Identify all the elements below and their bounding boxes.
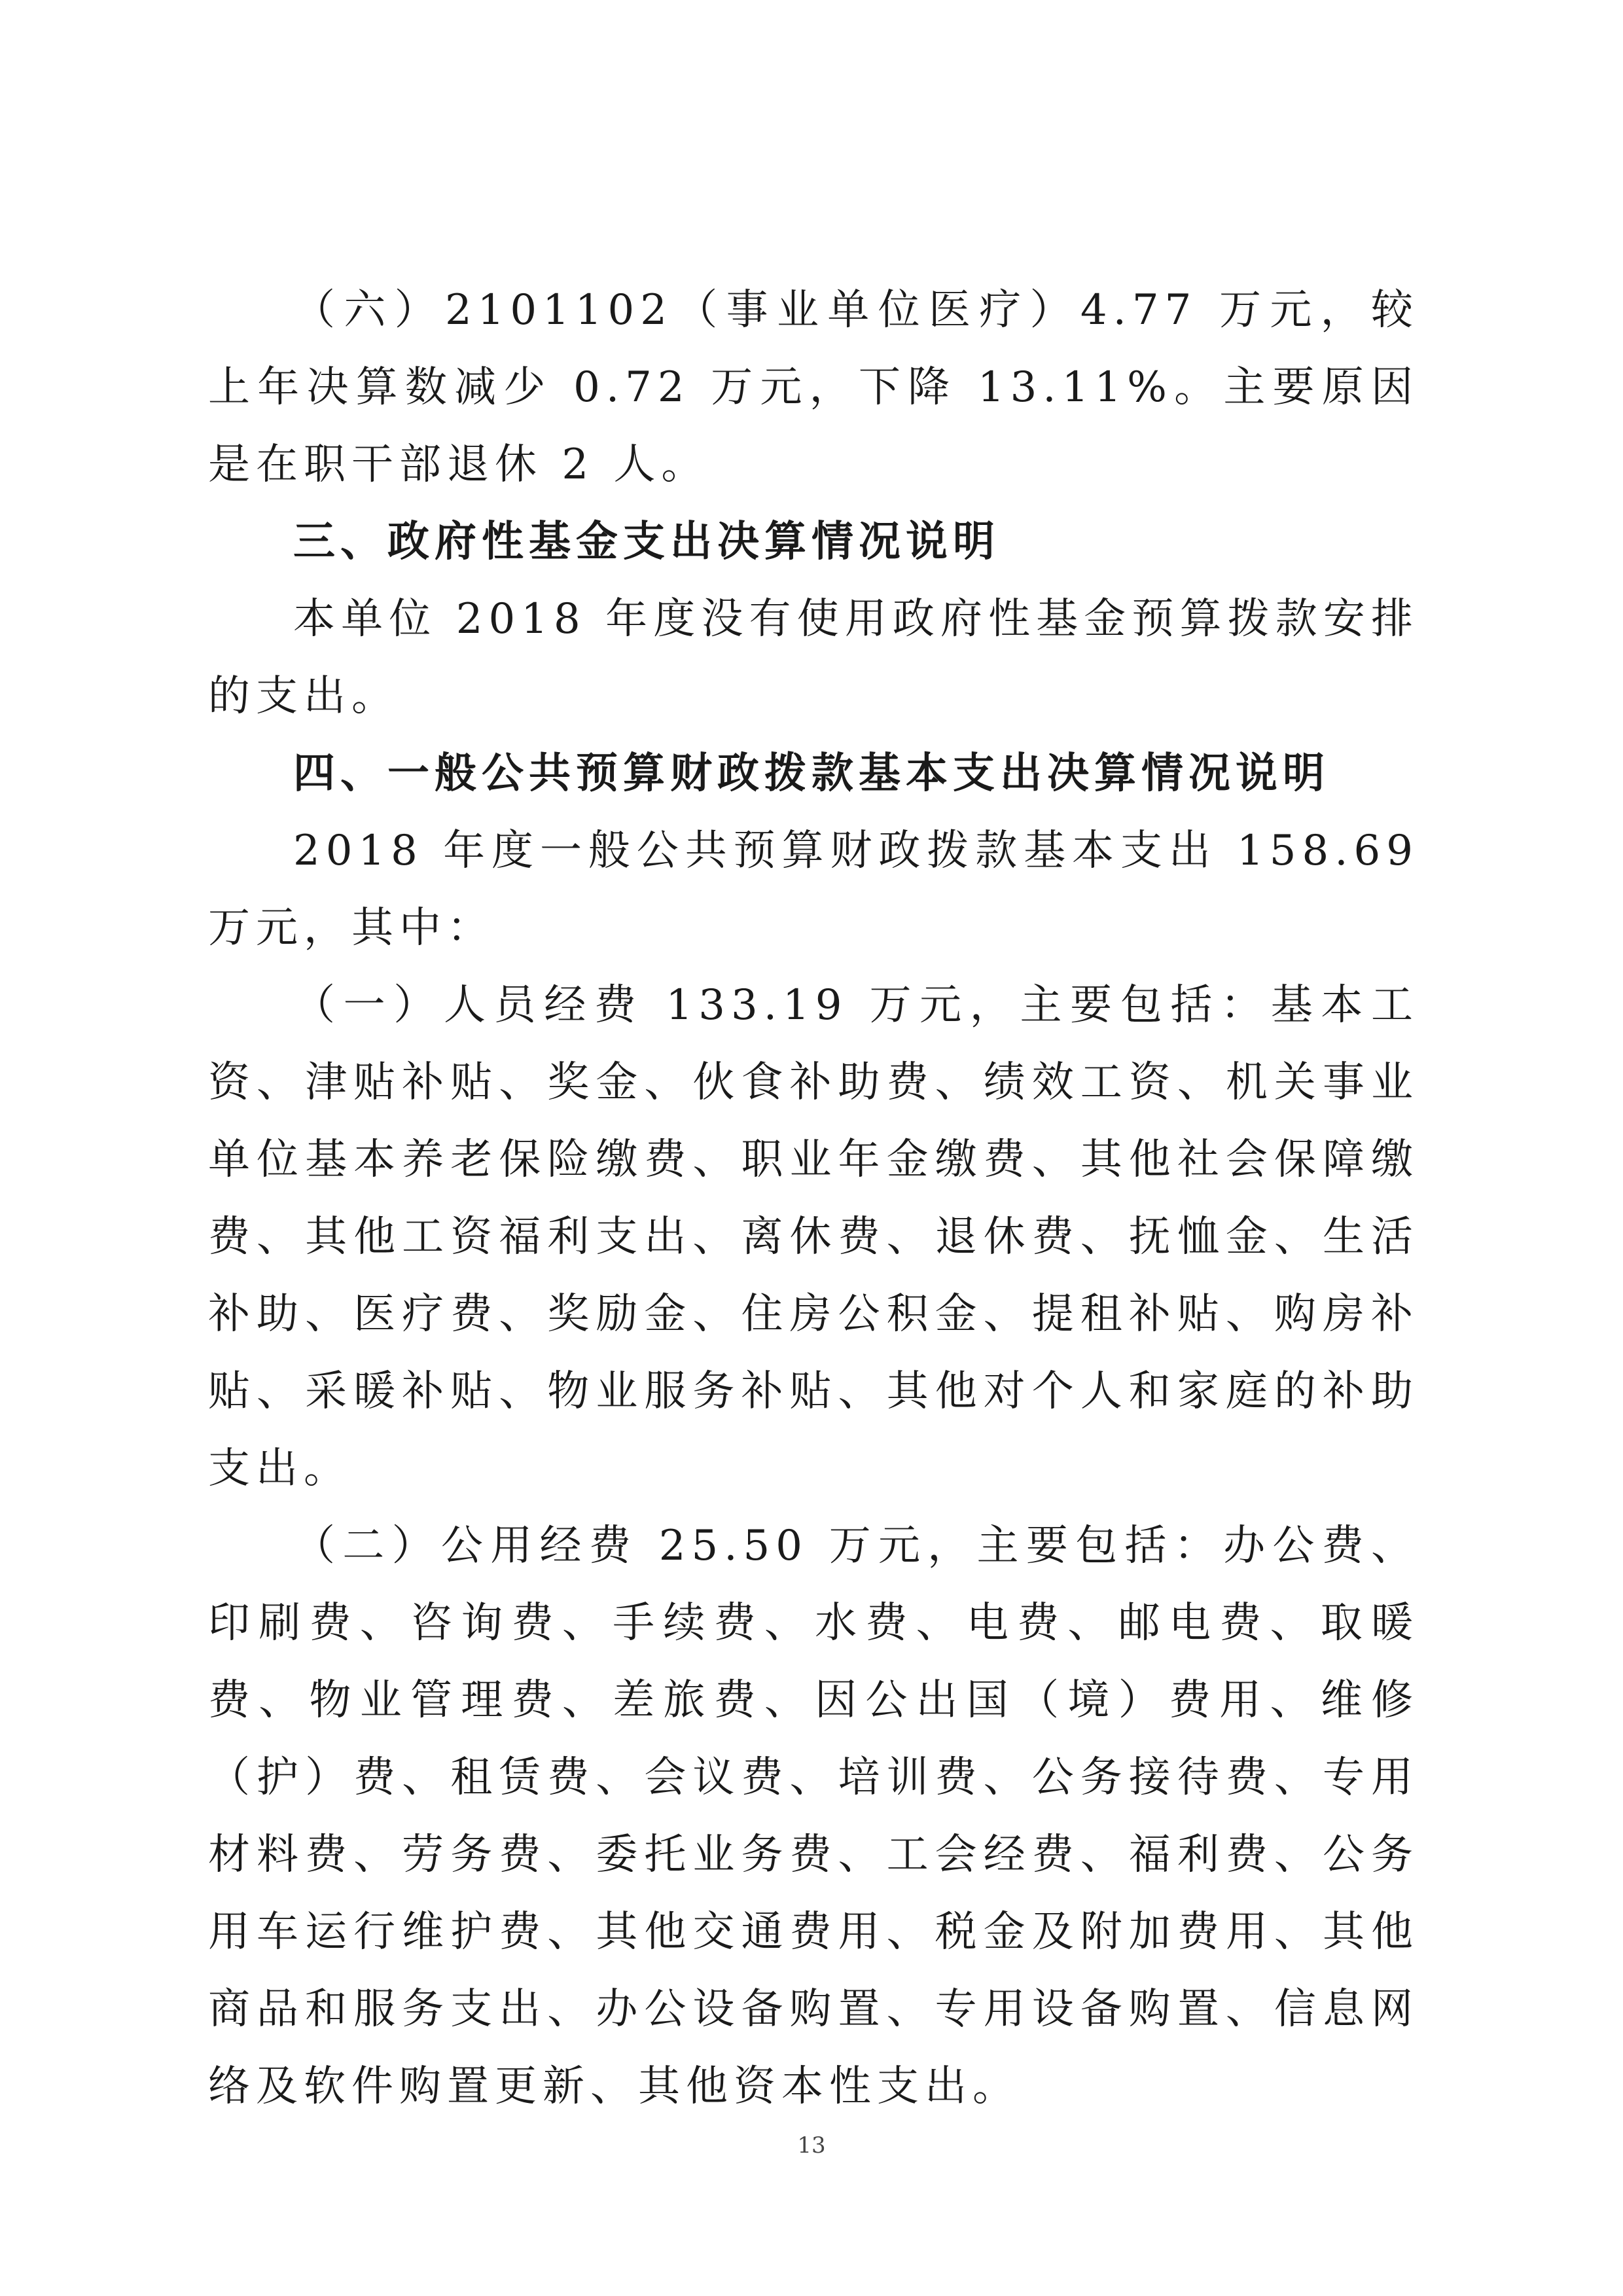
paragraph-gov-fund: 本单位 2018 年度没有使用政府性基金预算拨款安排的支出。 xyxy=(208,595,1419,721)
paragraph-personnel-expense: （一）人员经费 133.19 万元，主要包括：基本工资、津贴补贴、奖金、伙食补助费、绩效工资、机关事业单位基本养老保险缴费、职业年金缴费、其他社会保障缴费、其他工资福利支出、离休费、退休费、抚恤金、生活补助、医疗费、奖励金、住房公积金、提租补贴、购房补贴、采暖补贴、物业服务补贴、其他对个人和家庭的补助支出。 xyxy=(208,981,1419,1493)
section-heading-basic-expenditure: 四、一般公共预算财政拨款基本支出决算情况说明 xyxy=(293,749,1330,798)
document-body xyxy=(208,272,1419,2125)
page-number: 13 xyxy=(797,2132,826,2159)
paragraph-medical-expense: （六）2101102（事业单位医疗）4.77 万元，较上年决算数减少 0.72 万元，下降 13.11%。主要原因是在职干部退休 2 人。 xyxy=(208,286,1419,489)
paragraph-public-expense: （二）公用经费 25.50 万元，主要包括：办公费、印刷费、咨询费、手续费、水费、电费、邮电费、取暖费、物业管理费、差旅费、因公出国（境）费用、维修（护）费、租赁费、会议费、培训费、公务接待费、专用材料费、劳务费、委托业务费、工会经费、福利费、公务用车运行维护费、其他交通费用、税金及附加费用、其他商品和服务支出、办公设备购置、专用设备购置、信息网络及软件购置更新、其他资本性支出。 xyxy=(208,1522,1419,2111)
paragraph-basic-expenditure-total: 2018 年度一般公共预算财政拨款基本支出 158.69 万元，其中： xyxy=(208,827,1419,952)
section-heading-gov-fund: 三、政府性基金支出决算情况说明 xyxy=(293,518,1000,566)
